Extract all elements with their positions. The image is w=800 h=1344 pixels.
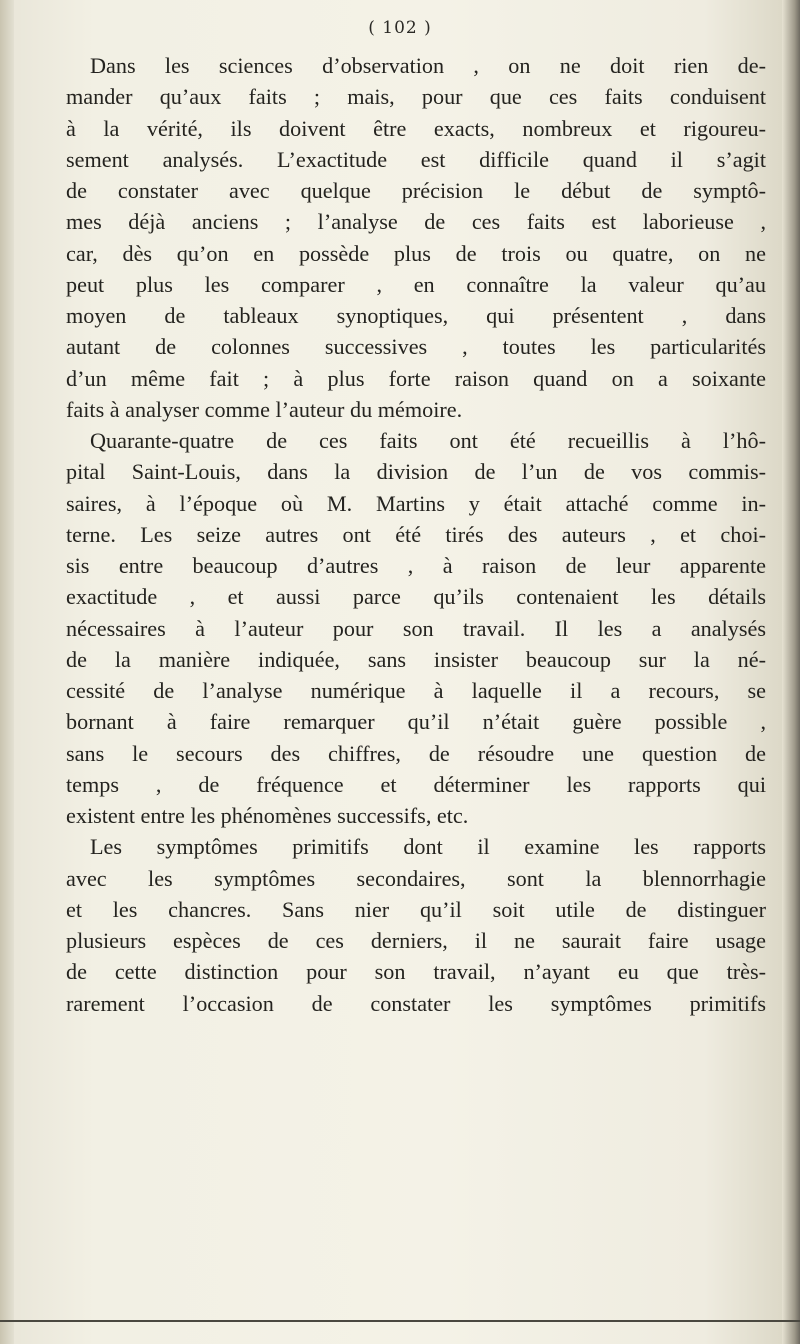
text-line: sis entre beaucoup d’autres , à raison de leur apparente: [66, 553, 766, 578]
text-line: de constater avec quelque précision le début de symptô-: [66, 178, 766, 203]
text-line: saires, à l’époque où M. Martins y était attaché comme in-: [66, 490, 766, 516]
text-line: temps , de fréquence et déterminer les rapports qui: [66, 771, 766, 797]
text-line: de la manière indiquée, sans insister beaucoup sur la né-: [66, 646, 766, 672]
text-line: Les symptômes primitifs dont il examine les rapports: [90, 834, 766, 860]
text-line: terne. Les seize autres ont été tirés des auteurs , et choi-: [66, 521, 766, 547]
page-bottom-border: [0, 1320, 800, 1322]
text-line: cessité de l’analyse numérique à laquelle il a recours, se: [66, 678, 766, 703]
text-line: moyen de tableaux synoptiques, qui présentent , dans: [66, 303, 766, 328]
text-line: exactitude , et aussi parce qu’ils contenaient les détails: [66, 584, 766, 610]
text-line: avec les symptômes secondaires, sont la blennorrhagie: [66, 865, 766, 891]
text-line: existent entre les phénomènes successifs, etc.: [66, 803, 469, 828]
page-right-edge: [782, 0, 800, 1344]
text-line: faits à analyser comme l’auteur du mémoire.: [66, 396, 463, 422]
text-line: autant de colonnes successives , toutes les particularités: [66, 334, 766, 360]
text-line: car, dès qu’on en possède plus de trois ou quatre, on ne: [66, 240, 766, 266]
text-line: rarement l’occasion de constater les symptômes primitifs: [66, 990, 766, 1016]
text-line: mes déjà anciens ; l’analyse de ces faits est laborieuse ,: [66, 209, 766, 235]
page-left-edge: [0, 0, 14, 1344]
text-line: bornant à faire remarquer qu’il n’était guère possible ,: [66, 709, 766, 735]
text-line: plusieurs espèces de ces derniers, il ne saurait faire usage: [66, 928, 766, 953]
text-line: mander qu’aux faits ; mais, pour que ces faits conduisent: [66, 84, 766, 110]
paragraph-3: [66, 831, 766, 1019]
text-line: pital Saint-Louis, dans la division de l’un de vos commis-: [66, 459, 766, 485]
text-line: peut plus les comparer , en connaître la valeur qu’au: [66, 271, 766, 297]
text-line: sement analysés. L’exactitude est difficile quand il s’agit: [66, 146, 766, 172]
text-line: et les chancres. Sans nier qu’il soit utile de distinguer: [66, 896, 766, 922]
text-line: Quarante-quatre de ces faits ont été recueillis à l’hô-: [90, 428, 766, 453]
text-line: d’un même fait ; à plus forte raison quand on a soixante: [66, 365, 766, 391]
text-line: à la vérité, ils doivent être exacts, nombreux et rigoureu-: [66, 115, 766, 141]
text-line: Dans les sciences d’observation , on ne doit rien de-: [90, 53, 766, 78]
body-text: [66, 50, 766, 1019]
text-line: de cette distinction pour son travail, n’ayant eu que très-: [66, 959, 766, 985]
paragraph-1: [66, 50, 766, 425]
page-number: ( 102 ): [368, 18, 432, 38]
text-line: sans le secours des chiffres, de résoudre une question de: [66, 740, 766, 766]
paragraph-2: [66, 425, 766, 831]
text-line: nécessaires à l’auteur pour son travail. Il les a analysés: [66, 615, 766, 641]
